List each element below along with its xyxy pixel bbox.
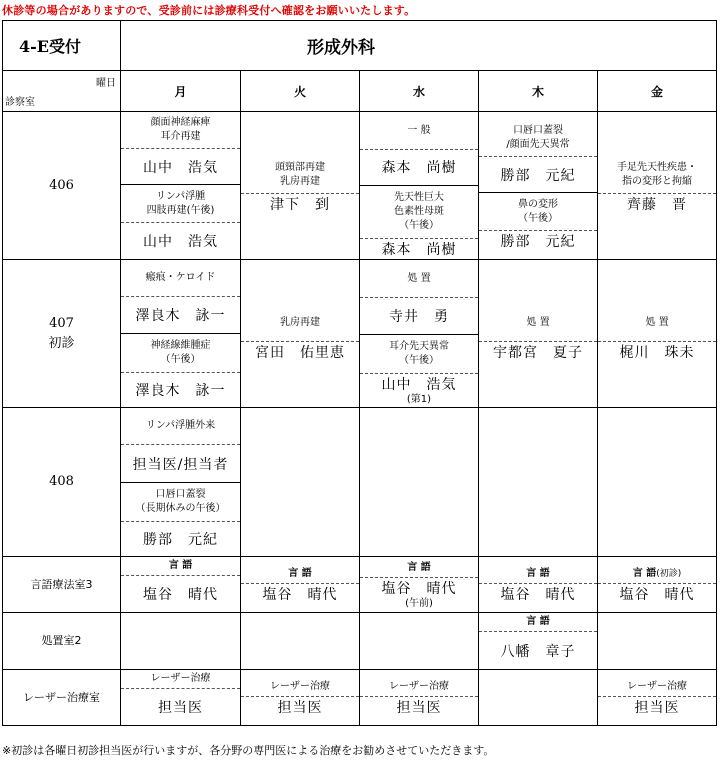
day-wednesday: 水 [360, 71, 479, 112]
cell-treatment-fri [598, 613, 717, 670]
cell-treatment-tue [241, 613, 360, 670]
doctor-name: 塩谷 晴代 [381, 581, 457, 597]
room-laser: レーザー治療室 [3, 670, 121, 726]
row-room-408 [3, 408, 717, 557]
doctor [121, 522, 240, 556]
doctor-name: 塩谷 晴代 [619, 587, 695, 603]
specialty-label: 処 置 [526, 317, 550, 328]
doctor [241, 194, 359, 214]
doctor-name: 山中 浩気 [381, 377, 457, 393]
label [598, 305, 716, 342]
doctor-name: 山中 浩気 [143, 234, 218, 250]
label [598, 157, 716, 194]
doctor [241, 342, 359, 362]
label [479, 120, 597, 157]
specialty-label: （午後） [160, 354, 201, 365]
header-row [3, 71, 717, 112]
specialty-label: リンパ浮腫 [155, 190, 206, 202]
specialty-label: 頭頸部再建 [275, 162, 325, 173]
specialty-label: （午後） [399, 355, 439, 366]
cell-treatment-thu [479, 613, 598, 670]
label [360, 186, 478, 239]
room-number: 407 [49, 315, 74, 331]
cell-406-thu [479, 112, 598, 260]
row-room-407 [3, 260, 717, 408]
specialty-label: 神経線維腫症 [150, 340, 211, 351]
specialty-label: レーザー治療 [270, 681, 330, 692]
cell-406-tue [241, 112, 360, 260]
cell-treatment-mon [121, 613, 241, 670]
specialty-label: 口唇口蓋裂 [155, 489, 206, 500]
specialty-label: 瘢痕・ケロイド [145, 272, 216, 283]
doctor [121, 223, 240, 259]
room-407 [3, 260, 121, 408]
day-thursday: 木 [479, 71, 598, 112]
specialty-label: 処 置 [645, 317, 669, 328]
doctor-name: 山中 浩気 [143, 159, 218, 176]
cell-408-fri [598, 408, 717, 557]
specialty-label: 耳介先天異常 [389, 341, 449, 352]
doctor-name: 勝部 元紀 [500, 234, 576, 250]
doctor-name: 森本 尚樹 [381, 160, 457, 176]
doctor-name: 担当医 [277, 700, 323, 716]
doctor [598, 194, 716, 214]
row-speech-room [3, 557, 717, 613]
row-laser-room [3, 670, 717, 726]
specialty-label: 言 語 [168, 560, 193, 571]
specialty-label: 顔面神経麻痺 [150, 117, 211, 128]
doctor-name: 澤良木 詠一 [135, 383, 226, 399]
cell-407-fri [598, 260, 717, 408]
doctor-name: 齊藤 晋 [627, 197, 687, 213]
cell-406-wed [360, 112, 479, 260]
schedule-table [2, 20, 717, 726]
time-note: (午前) [405, 598, 433, 609]
doctor-name: 寺井 勇 [389, 309, 449, 325]
cell-speech-mon [121, 557, 241, 613]
room-406: 406 [3, 112, 121, 260]
specialty-label: 指の変形と拘縮 [622, 176, 692, 187]
specialty-label: （長期休みの午後） [135, 503, 226, 514]
reception-label: 4-E受付 [3, 21, 121, 71]
specialty-label: 言 語 [632, 568, 657, 579]
doctor [360, 298, 478, 335]
specialty-label: 一 般 [407, 124, 431, 136]
doctor-name: 担当医 [396, 700, 442, 716]
specialty-label: （午後） [399, 219, 439, 231]
room-speech-therapy: 言語療法室3 [3, 557, 121, 613]
cell-407-tue [241, 260, 360, 408]
cell-speech-fri [598, 557, 717, 613]
cell-407-wed [360, 260, 479, 408]
doctor-name: 勝部 元紀 [143, 532, 218, 548]
label [121, 408, 240, 445]
cell-406-fri [598, 112, 717, 260]
label [121, 483, 240, 522]
specialty-label: レーザー治療 [150, 673, 211, 684]
label [121, 260, 240, 297]
doctor-name: 森本 尚樹 [381, 241, 457, 258]
room-label: 診察室 [5, 97, 35, 108]
label [479, 305, 597, 342]
doctor [121, 297, 240, 334]
cell-408-mon [121, 408, 241, 557]
cell-408-thu [479, 408, 598, 557]
cell-laser-thu [479, 670, 598, 726]
cell-408-wed [360, 408, 479, 557]
doctor-name: 梶川 珠未 [619, 345, 695, 361]
specialty-label: 乳房再建 [280, 176, 320, 187]
cell-laser-mon [121, 670, 241, 726]
cell-406-mon [121, 112, 241, 260]
header-corner [3, 71, 121, 112]
specialty-label: 口唇口蓋裂 [513, 125, 563, 136]
department-title: 形成外科 [121, 21, 717, 71]
label [360, 113, 478, 150]
doctor-name: 宮田 佑里恵 [255, 345, 345, 361]
specialty-label: （午後） [518, 212, 558, 224]
specialty-label: 色素性母斑 [394, 205, 444, 217]
specialty-label: 処 置 [407, 273, 431, 284]
cell-treatment-wed [360, 613, 479, 670]
day-friday: 金 [598, 71, 717, 112]
doctor-name: 宇都宮 夏子 [493, 345, 583, 361]
label [121, 185, 240, 223]
specialty-label: 先天性巨大 [394, 191, 444, 203]
cell-laser-tue [241, 670, 360, 726]
row-treatment-room [3, 613, 717, 670]
specialty-label: 四肢再建(午後) [146, 204, 215, 216]
notice-text: 休診等の場合がありますので、受診前には診療科受付へ確認をお願いいたします。 [2, 4, 416, 17]
room-treatment: 処置室2 [3, 613, 121, 670]
title-row [3, 21, 717, 71]
cell-laser-fri [598, 670, 717, 726]
cell-speech-tue [241, 557, 360, 613]
doctor [479, 342, 597, 362]
label [360, 335, 478, 374]
doctor-name: 塩谷 晴代 [143, 587, 218, 603]
doctor [121, 445, 240, 483]
specialty-label: レーザー治療 [389, 681, 449, 692]
specialty-label: レーザー治療 [627, 681, 687, 692]
doctor-name: 担当医/担当者 [132, 456, 229, 473]
specialty-label: リンパ浮腫外来 [145, 420, 216, 431]
doctor [360, 150, 478, 186]
doctor-name: 勝部 元紀 [500, 167, 576, 184]
doctor-name: 担当医 [634, 700, 680, 716]
specialty-label: 言 語 [526, 568, 550, 579]
specialty-label: 手足先天性疾患・ [617, 162, 697, 173]
specialty-label: /顔面先天異常 [506, 139, 570, 150]
doctor [598, 342, 716, 362]
specialty-label: 言 語 [526, 616, 550, 627]
doctor-name: 八幡 章子 [500, 643, 576, 660]
specialty-label: 鼻の変形 [518, 198, 558, 210]
room-note: 初診 [48, 335, 75, 351]
label [121, 334, 240, 373]
week-note: (第1) [406, 394, 432, 405]
label [479, 193, 597, 231]
row-room-406 [3, 112, 717, 260]
specialty-label: 言 語 [407, 562, 431, 573]
day-tuesday: 火 [241, 71, 360, 112]
doctor-name: 塩谷 晴代 [500, 587, 576, 603]
doctor [360, 374, 478, 406]
doctor [121, 373, 240, 407]
specialty-label: 乳房再建 [280, 317, 320, 328]
label [360, 261, 478, 298]
label [241, 305, 359, 342]
footnote-text: ※初診は各曜日初診担当医が行いますが、各分野の専門医による治療をお勧めさせていただきます。 [2, 744, 495, 757]
weekday-label: 曜日 [96, 78, 116, 89]
first-visit-note: (初診) [656, 569, 682, 579]
label [241, 157, 359, 194]
specialty-label: 言 語 [288, 568, 312, 579]
specialty-label: 耳介再建 [160, 131, 201, 142]
doctor [479, 157, 597, 193]
cell-speech-wed [360, 557, 479, 613]
doctor [121, 149, 240, 185]
day-monday: 月 [121, 71, 241, 112]
cell-407-mon [121, 260, 241, 408]
label [121, 112, 240, 149]
doctor-name: 津下 到 [270, 197, 330, 213]
room-408: 408 [3, 408, 121, 557]
cell-speech-thu [479, 557, 598, 613]
cell-407-thu [479, 260, 598, 408]
doctor-name: 担当医 [158, 700, 203, 716]
doctor [479, 231, 597, 251]
cell-laser-wed [360, 670, 479, 726]
doctor-name: 澤良木 詠一 [135, 308, 226, 324]
doctor [360, 239, 478, 259]
doctor-name: 塩谷 晴代 [262, 587, 338, 603]
cell-408-tue [241, 408, 360, 557]
